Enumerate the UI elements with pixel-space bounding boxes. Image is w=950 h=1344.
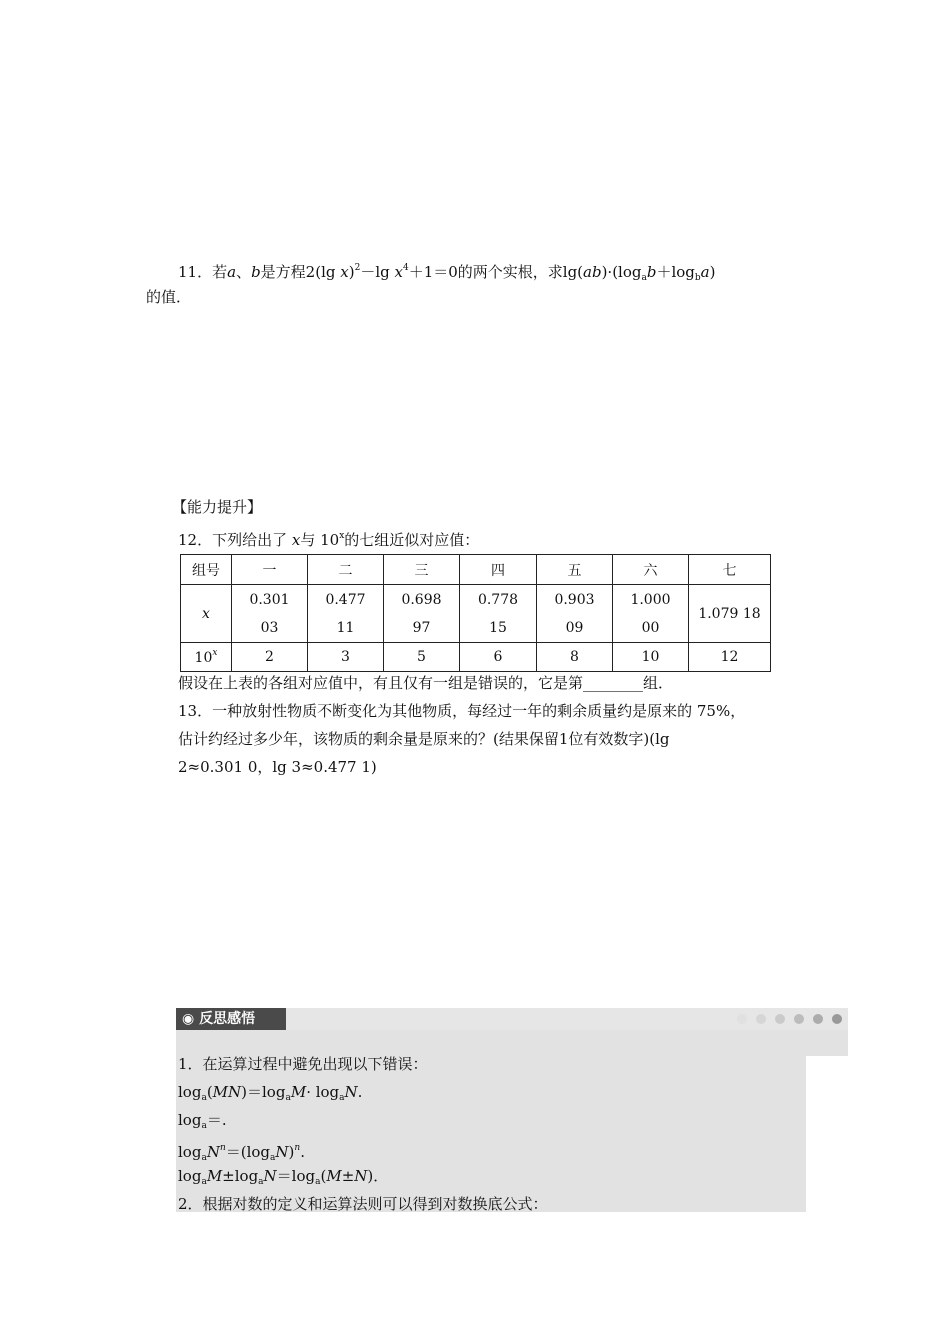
dot-icon [756,1014,766,1024]
formula-text: log [178,1167,202,1185]
table-power-cell: 3 [308,643,384,672]
x-value-part: 1.000 [630,591,671,608]
var-a: a [227,263,237,281]
x-value-part: 03 [260,619,279,636]
question-11-line-2: 的值． [146,288,192,306]
dot-icon [813,1014,823,1024]
question-12-stem [178,526,479,550]
table-group-cell: 五 [537,555,613,585]
table-group-cell: 二 [308,555,384,585]
x-value-part: 0.778 [477,591,519,608]
table-x-cell [537,585,613,643]
q11-text: ＋1＝0的两个实根，求lg( [408,263,584,281]
table-group-cell: 三 [384,555,460,585]
var-n: N [206,1143,220,1161]
formula-text: ＝log [276,1167,316,1185]
section-ability-heading: 【能力提升】 [172,498,263,516]
table-group-cell: 六 [613,555,689,585]
x-value-part: 15 [489,619,507,636]
formula-text: ＝. [206,1111,227,1129]
var-m: M [290,1083,307,1101]
question-12-answer-line: 假设在上表的各组对应值中，有且仅有一组是错误的，它是第________组． [178,674,674,692]
log-base: a [339,1093,345,1103]
formula-text: log [178,1083,202,1101]
x-value-part: 00 [641,619,660,636]
reflection-side-strip [806,1030,848,1056]
log-base: a [270,1153,276,1163]
reflection-formula-3 [178,1138,305,1168]
var-ab: ab [583,263,602,281]
q12-text: 的七组近似对应值： [344,531,480,549]
q11-exponent: 4 [402,263,409,273]
formula-text: ± [341,1167,355,1185]
x-value-part: 0.698 [401,591,442,608]
q12-exponent: x [339,531,345,541]
table-x-cell [308,585,384,643]
table-x-cell [232,585,308,643]
table-power-label [181,643,232,672]
table-x-cell: 1.079 18 [689,585,771,643]
formula-text: ±log [222,1167,259,1185]
var-x: x [340,263,349,281]
reflection-item-2: 2．根据对数的定义和运算法则可以得到对数换底公式： [178,1195,548,1213]
formula-text: · log [306,1083,340,1101]
power-base: 10 [194,650,213,666]
power-exponent: x [212,648,218,658]
table-row-x [181,585,771,643]
q11-text: 是方程2(lg [260,263,341,281]
q11-text: －lg [360,263,395,281]
x-value-part: 0.477 [325,591,366,608]
table-row-power [181,643,771,672]
q11-exponent: 2 [354,263,361,273]
q11-text: )·(log [601,263,642,281]
var-x: x [291,531,301,549]
reflection-formula-2 [178,1110,227,1136]
formula-text: . [300,1143,305,1161]
table-x-label [181,585,232,643]
var-a: a [700,263,710,281]
log-base: a [641,273,647,283]
formula-text: )． [367,1167,389,1185]
table-power-cell: 8 [537,643,613,672]
decorative-dots [737,1014,842,1024]
exponent-n: n [219,1143,226,1153]
log-base: a [201,1093,207,1103]
var-x: x [202,605,210,622]
q11-text: ) [709,263,716,281]
dot-icon [775,1014,785,1024]
table-group-cell: 七 [689,555,771,585]
value-table [180,554,771,672]
var-n: N [354,1167,368,1185]
q12-text: 12．下列给出了 [178,531,292,549]
question-11-line-1 [178,258,715,288]
var-m: M [206,1167,223,1185]
table-row-group [181,555,771,585]
formula-text: )＝log [241,1083,286,1101]
formula-text: log [178,1111,202,1129]
log-base: a [201,1177,207,1187]
x-value-part: 0.903 [554,591,595,608]
reflection-item-1: 1．在运算过程中避免出现以下错误： [178,1055,428,1073]
question-13-line-2: 估计约经过多少年，该物质的剩余量是原来的？(结果保留1位有效数字)(lg [178,730,670,748]
log-base: a [201,1121,207,1131]
x-value-part: 0.301 [249,591,290,608]
q12-text: 与 10 [300,531,340,549]
table-group-cell: 一 [232,555,308,585]
var-n: N [344,1083,358,1101]
formula-text: ( [206,1083,213,1101]
exponent-n: n [294,1143,301,1153]
var-n: N [275,1143,289,1161]
table-x-cell [460,585,537,643]
x-value-part: 09 [565,619,584,636]
table-power-cell: 5 [384,643,460,672]
table-power-cell: 6 [460,643,537,672]
log-base: a [285,1093,291,1103]
var-b: b [251,263,261,281]
var-m: M [326,1167,342,1185]
question-13-line-1: 13．一种放射性物质不断变化为其他物质，每经过一年的剩余质量约是原来的 75%， [178,702,746,720]
log-base: a [315,1177,321,1187]
var-mn: MN [212,1083,242,1101]
q11-text: ) [348,263,355,281]
formula-text: ( [320,1167,327,1185]
q11-sep: 、 [236,263,252,281]
table-x-cell [384,585,460,643]
formula-text: . [357,1083,363,1101]
var-b: b [646,263,657,281]
log-base: b [694,273,701,283]
table-power-cell: 10 [613,643,689,672]
formula-text: ＝(log [225,1143,271,1161]
table-power-cell: 12 [689,643,771,672]
reflection-formula-1 [178,1082,362,1108]
q11-text: ＋log [656,263,695,281]
reflection-header-bar [176,1008,848,1030]
var-x: x [394,263,403,281]
formula-text: log [178,1143,202,1161]
question-13-line-3: 2≈0.301 0，lg 3≈0.477 1) [178,758,377,776]
table-group-cell: 四 [460,555,537,585]
formula-text: ) [288,1143,295,1161]
reflection-formula-4 [178,1166,388,1192]
table-power-cell: 2 [232,643,308,672]
log-base: a [201,1153,207,1163]
x-value-part: 11 [336,619,355,636]
reflection-title: ◉ 反思感悟 [176,1008,286,1030]
dot-icon [737,1014,747,1024]
dot-icon [832,1014,842,1024]
x-value-part: 97 [412,619,431,636]
q11-number: 11．若 [178,263,228,281]
table-x-cell [613,585,689,643]
table-header-label: 组号 [181,555,232,585]
log-base: a [258,1177,264,1187]
var-n: N [263,1167,277,1185]
dot-icon [794,1014,804,1024]
